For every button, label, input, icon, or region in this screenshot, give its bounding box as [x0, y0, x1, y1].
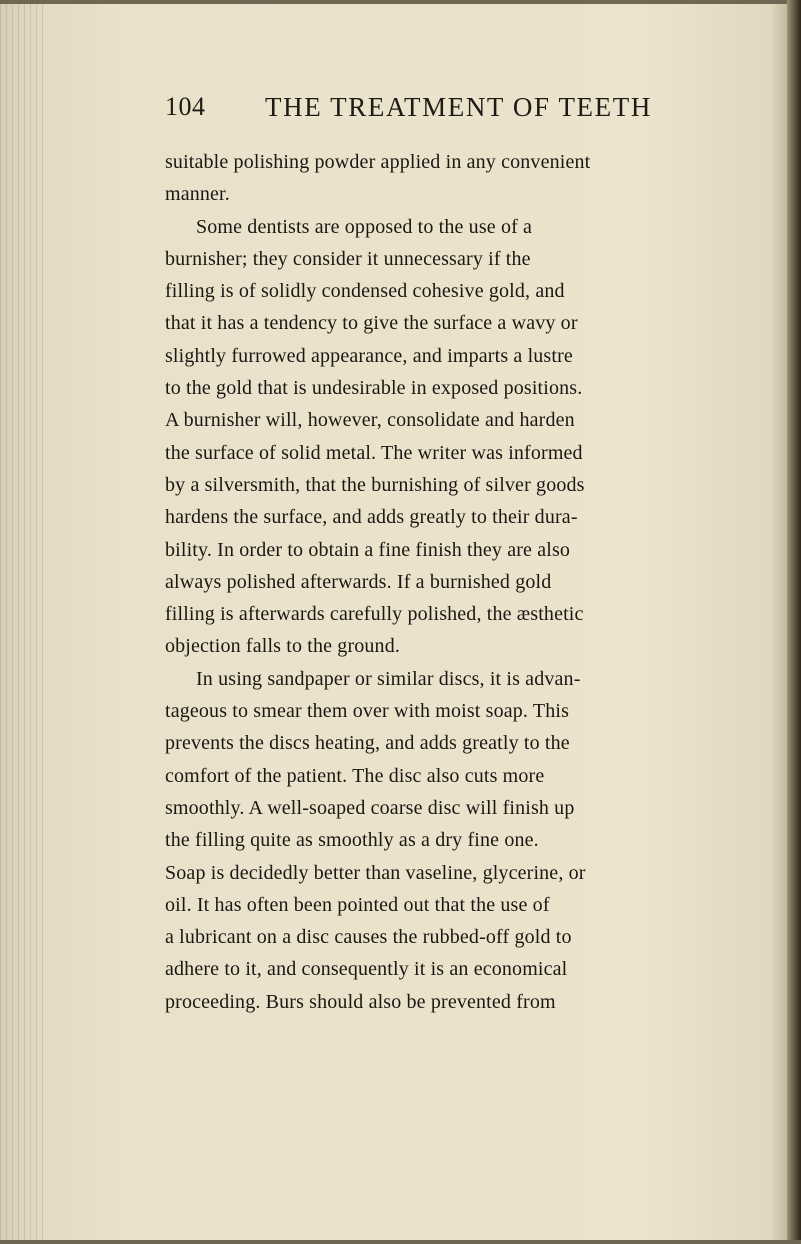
text-line-12: hardens the surface, and adds greatly to their dura- [165, 506, 578, 529]
body-text [165, 146, 755, 1018]
page-right-edge [787, 0, 801, 1244]
text-line-1: suitable polishing powder applied in any convenient [165, 151, 591, 173]
text-line-26: adhere to it, and consequently it is an economical [165, 958, 568, 981]
text-line-25: a lubricant on a disc causes the rubbed-off gold to [165, 926, 572, 949]
page-header [165, 92, 755, 132]
text-line-6: that it has a tendency to give the surface a wavy or [165, 312, 578, 335]
text-line-13: bility. In order to obtain a fine finish they are also [165, 538, 571, 561]
text-line-23: Soap is decidedly better than vaseline, glycerine, or [165, 861, 586, 884]
text-line-9: A burnisher will, however, consolidate and harden [165, 409, 575, 432]
text-line-27: proceeding. Burs should also be prevented from [165, 990, 556, 1013]
text-line-19: prevents the discs heating, and adds greatly to the [165, 732, 570, 755]
running-head: THE TREATMENT OF TEETH [265, 92, 652, 122]
text-line-22: the filling quite as smoothly as a dry fine one. [165, 829, 539, 852]
page-number: 104 [165, 92, 206, 121]
page-bottom-edge [0, 1240, 801, 1244]
text-line-20: comfort of the patient. The disc also cuts more [165, 764, 545, 787]
text-line-8: to the gold that is undesirable in exposed positions. [165, 377, 583, 400]
text-line-14: always polished afterwards. If a burnished gold [165, 570, 552, 593]
text-line-3: Some dentists are opposed to the use of a [196, 215, 533, 238]
text-line-4: burnisher; they consider it unnecessary if the [165, 247, 531, 270]
text-line-15: filling is afterwards carefully polished, the æsthetic [165, 603, 584, 626]
text-line-10: the surface of solid metal. The writer was informed [165, 441, 583, 464]
text-line-18: tageous to smear them over with moist soap. This [165, 700, 569, 723]
text-line-21: smoothly. A well-soaped coarse disc will finish up [165, 796, 575, 819]
text-line-24: oil. It has often been pointed out that the use of [165, 893, 550, 916]
page-gutter-edge [0, 0, 46, 1244]
page-top-edge [0, 0, 801, 4]
text-line-17: In using sandpaper or similar discs, it is advan- [196, 667, 581, 690]
text-line-16: objection falls to the ground. [165, 635, 401, 658]
text-line-5: filling is of solidly condensed cohesive gold, and [165, 280, 565, 303]
text-line-11: by a silversmith, that the burnishing of silver goods [165, 473, 585, 496]
text-line-7: slightly furrowed appearance, and imparts a lustre [165, 344, 573, 367]
text-line-2: manner. [165, 183, 230, 206]
